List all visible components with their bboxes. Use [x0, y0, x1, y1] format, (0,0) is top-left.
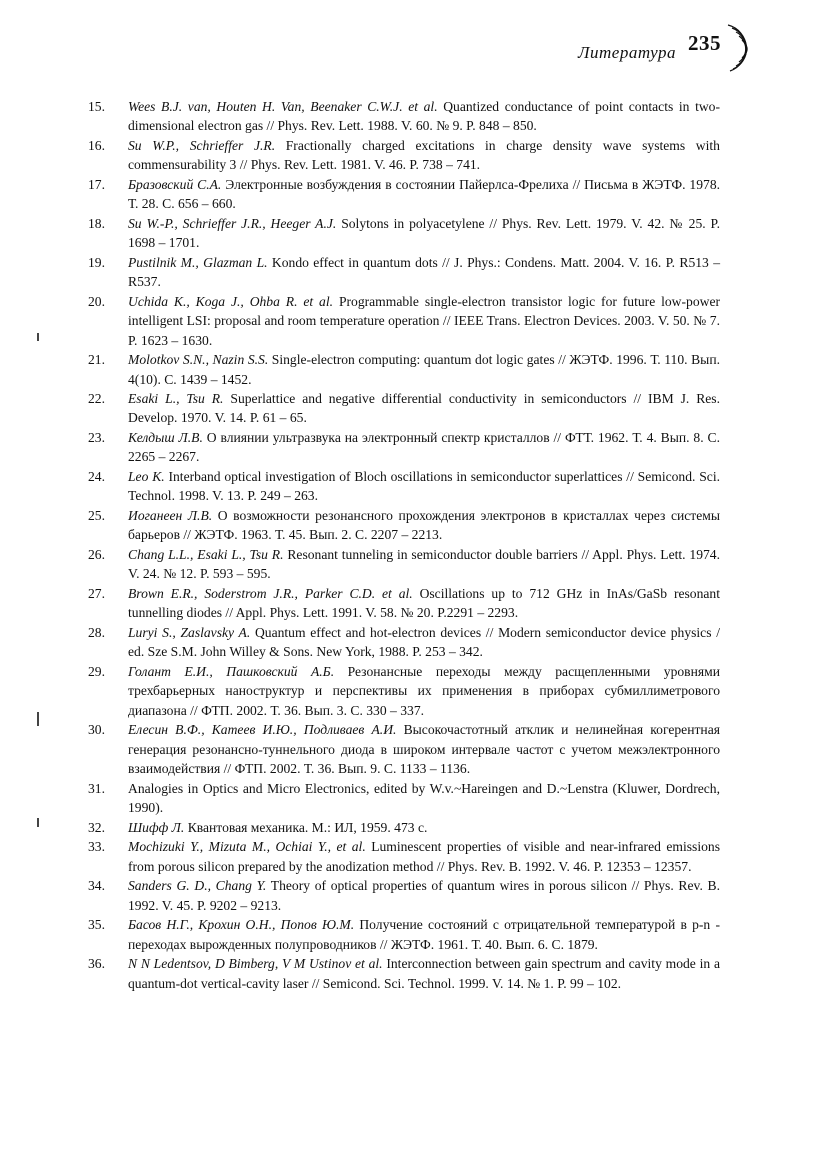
reference-text: Single-electron computing: quantum dot logic gates // ЖЭТФ. 1996. Т. 110. Вып. 4(10). С. 1439 – 1452.	[128, 352, 720, 387]
reference-authors: Molotkov S.N., Nazin S.S.	[128, 352, 269, 368]
margin-mark	[37, 712, 39, 726]
reference-number: 30.	[88, 722, 105, 738]
reference-text: Interband optical investigation of Bloch oscillations in semiconductor superlattices // Semicond. Sci. Technol. 1998. V. 13. P. 249 – 263.	[128, 469, 720, 504]
reference-number: 34.	[88, 878, 105, 894]
reference-text: Quantized conductance of point contacts in two-dimensional electron gas // Phys. Rev. Lett. 1988. V. 60. № 9. P. 848 – 850.	[128, 99, 720, 134]
reference-item	[88, 292, 720, 350]
reference-number: 24.	[88, 469, 105, 485]
reference-number: 29.	[88, 664, 105, 680]
reference-authors: Luryi S., Zaslavsky A.	[128, 625, 251, 641]
reference-authors: Esaki L., Tsu R.	[128, 391, 224, 407]
page-number-badge	[688, 21, 750, 75]
reference-list	[88, 97, 720, 993]
reference-text: Oscillations up to 712 GHz in InAs/GaSb resonant tunnelling diodes // Appl. Phys. Lett. 1991. V. 58. № 20. P.2291 – 2293.	[128, 586, 720, 621]
reference-item	[88, 175, 720, 214]
reference-number: 18.	[88, 215, 105, 231]
reference-number: 20.	[88, 293, 105, 309]
reference-number: 23.	[88, 430, 105, 446]
reference-item	[88, 350, 720, 389]
reference-number: 19.	[88, 254, 105, 270]
reference-number: 15.	[88, 99, 105, 114]
reference-number: 36.	[88, 956, 105, 972]
reference-authors: Mochizuki Y., Mizuta M., Ochiai Y., et al.	[128, 839, 366, 855]
reference-number: 32.	[88, 819, 105, 835]
reference-authors: Uchida K., Koga J., Ohba R. et al.	[128, 293, 334, 309]
reference-number: 27.	[88, 586, 105, 602]
reference-item	[88, 428, 720, 467]
reference-number: 22.	[88, 391, 105, 407]
reference-authors: Елесин В.Ф., Катеев И.Ю., Подливаев А.И.	[128, 722, 397, 738]
reference-authors: Su W.P., Schrieffer J.R.	[128, 137, 276, 153]
reference-item	[88, 954, 720, 993]
reference-number: 33.	[88, 839, 105, 855]
reference-authors: Su W.-P., Schrieffer J.R., Heeger A.J.	[128, 215, 337, 231]
reference-item	[88, 467, 720, 506]
reference-text: Interconnection between gain spectrum and cavity mode in a quantum-dot vertical-cavity laser // Semicond. Sci. Technol. 1999. V. 14. № 1. P. 99 – 102.	[128, 956, 720, 991]
reference-item	[88, 506, 720, 545]
reference-number: 31.	[88, 780, 105, 796]
reference-authors: Leo K.	[128, 469, 165, 485]
reference-item	[88, 662, 720, 720]
reference-text: Kondo effect in quantum dots // J. Phys.: Condens. Matt. 2004. V. 16. P. R513 – R537.	[128, 254, 720, 290]
reference-authors: Sanders G. D., Chang Y.	[128, 878, 267, 894]
reference-text: Resonant tunneling in semiconductor double barriers // Appl. Phys. Lett. 1974. V. 24. № 12. P. 593 – 595.	[128, 547, 720, 582]
reference-text: Luminescent properties of visible and near-infrared emissions from porous silicon prepared by the anodization method // Phys. Rev. B. 1992. V. 46. P. 12353 – 12357.	[128, 839, 720, 874]
reference-authors: N N Ledentsov, D Bimberg, V M Ustinov et al.	[128, 956, 383, 972]
reference-number: 35.	[88, 917, 105, 933]
reference-item	[88, 837, 720, 876]
reference-number: 25.	[88, 508, 105, 524]
reference-item	[88, 253, 720, 292]
reference-item	[88, 545, 720, 584]
reference-text: О влиянии ультразвука на электронный спектр кристаллов // ФТТ. 1962. Т. 4. Вып. 8. С. 2265 – 2267.	[128, 430, 720, 465]
reference-item	[88, 623, 720, 662]
reference-text: Резонансные переходы между расщепленными уровнями трехбарьерных наноструктур и перспективы их применения в приборах субмиллиметрового диапазона // ФТП. 2002. Т. 36. Вып. 3. С. 330 – 337.	[128, 664, 720, 718]
reference-item	[88, 97, 720, 136]
page-header	[578, 18, 750, 78]
reference-authors: Голант Е.И., Пашковский А.Б.	[128, 664, 335, 680]
reference-authors: Pustilnik M., Glazman L.	[128, 254, 268, 270]
reference-text: Solytons in polyacetylene // Phys. Rev. Lett. 1979. V. 42. № 25. P. 1698 – 1701.	[128, 215, 720, 251]
reference-number: 26.	[88, 547, 105, 563]
reference-number: 16.	[88, 137, 105, 153]
page-number: 235	[688, 31, 721, 55]
reference-text: Fractionally charged excitations in charge density wave systems with commensurability 3 // Phys. Rev. Lett. 1981. V. 46. P. 738 – 741.	[128, 137, 720, 173]
reference-authors: Басов Н.Г., Крохин О.Н., Попов Ю.М.	[128, 917, 355, 933]
reference-text: О возможности резонансного прохождения электронов в кристаллах через системы барьеров // ЖЭТФ. 1963. Т. 45. Вып. 2. С. 2207 – 2213.	[128, 508, 720, 543]
reference-text: Электронные возбуждения в состоянии Пайерлса-Фрелиха // Письма в ЖЭТФ. 1978. Т. 28. С. 656 – 660.	[128, 176, 721, 212]
running-title: Литература	[577, 43, 676, 62]
reference-authors: Бразовский С.А.	[128, 176, 222, 192]
reference-text: Analogies in Optics and Micro Electronics, edited by W.v.~Hareingen and D.~Lenstra (Kluwer, Dordrech, 1990).	[128, 780, 720, 815]
reference-item	[88, 389, 720, 428]
reference-text: Superlattice and negative differential conductivity in semiconductors // IBM J. Res. Develop. 1970. V. 14. P. 61 – 65.	[128, 391, 720, 426]
reference-authors: Шифф Л.	[128, 819, 185, 835]
reference-text: Quantum effect and hot-electron devices // Modern semiconductor device physics / ed. Sze S.M. John Willey & Sons. New York, 1988. P. 253 – 342.	[128, 625, 720, 660]
reference-number: 21.	[88, 352, 105, 368]
reference-text: Высокочастотный атклик и нелинейная когерентная генерация резонансно-туннельного диода в широком интервале частот с учетом межэлектронного взаимодействия // ФТП. 2002. Т. 36. Вып. 9. С. 1133 – 1136.	[128, 722, 720, 776]
reference-number: 17.	[88, 176, 105, 192]
reference-text: Theory of optical properties of quantum wires in porous silicon // Phys. Rev. B. 1992. V. 45. P. 9202 – 9213.	[128, 878, 720, 913]
reference-authors: Келдыш Л.В.	[128, 430, 203, 446]
reference-item	[88, 136, 720, 175]
margin-mark	[37, 818, 39, 827]
reference-text: Квантовая механика. М.: ИЛ, 1959. 473 с.	[187, 819, 428, 835]
reference-text: Programmable single-electron transistor logic for future low-power intelligent LSI: proposal and room temperature operation // IEEE Trans. Electron Devices. 2003. V. 50. № 7. P. 1623 – 1630.	[128, 293, 720, 348]
reference-authors: Иоганеен Л.В.	[128, 508, 213, 524]
reference-item	[88, 584, 720, 623]
reference-item	[88, 915, 720, 954]
reference-item	[88, 779, 720, 818]
reference-item	[88, 214, 720, 253]
reference-authors: Brown E.R., Soderstrom J.R., Parker C.D. et al.	[128, 586, 413, 602]
reference-item	[88, 876, 720, 915]
reference-authors: Wees B.J. van, Houten H. Van, Beenaker C.W.J. et al.	[128, 99, 438, 114]
reference-item	[88, 720, 720, 778]
reference-number: 28.	[88, 625, 105, 641]
reference-authors: Chang L.L., Esaki L., Tsu R.	[128, 547, 284, 563]
margin-mark	[37, 333, 39, 341]
reference-item	[88, 818, 720, 837]
reference-text: Получение состояний с отрицательной температурой в p-n - переходах вырожденных полупроводников // ЖЭТФ. 1961. Т. 40. Вып. 6. С. 1879.	[128, 917, 720, 952]
